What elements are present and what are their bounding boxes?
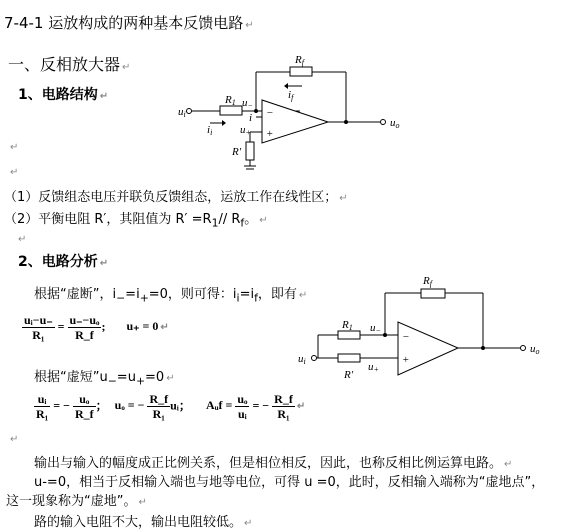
conclusion-line-1: 输出与输入的幅度成正比例关系，但是相位相反，因此，也称反相比例运算电路。 ↵: [34, 456, 513, 471]
label-uminus: u−: [370, 322, 381, 335]
minus-sign: −: [266, 107, 274, 119]
minus-sign: −: [402, 331, 410, 343]
opamp-triangle: [398, 322, 458, 375]
resistor-r1: [338, 331, 360, 339]
input-terminal: [312, 356, 317, 361]
subsection-heading-analysis: 2、电路分析 ↵: [18, 254, 109, 270]
label-r1: R1: [342, 319, 353, 332]
label-ii: ii: [207, 124, 213, 137]
label-uplus: u+: [368, 361, 379, 374]
output-terminal: [521, 346, 526, 351]
label-if: if: [288, 89, 294, 102]
input-terminal: [187, 109, 192, 114]
label-iminus: i: [249, 112, 253, 124]
label-uo: uo: [390, 117, 400, 130]
empty-paragraph: ↵: [10, 434, 19, 445]
virtual-short-text: 根据“虚短$”u_-=u_+=0$ ↵: [34, 370, 175, 388]
label-uplus: u+: [240, 124, 251, 137]
label-rf: Rf: [423, 275, 432, 288]
virtual-open-text: 根据“虚断”，$i_-=i_+=0$，则可得：$i_i=i_f$，即有 ↵: [34, 287, 308, 305]
page-title: 7-4-1 运放构成的两种基本反馈电路 ↵: [4, 14, 254, 32]
resistor-rf: [421, 289, 445, 298]
resistor-rprime: [338, 354, 360, 362]
conclusion-line-3: 这一现象称为“虚地”。 ↵: [6, 494, 147, 509]
empty-paragraph: ↵: [10, 142, 19, 153]
section-heading: 一、反相放大器 ↵: [8, 55, 131, 74]
label-rprime: R': [344, 369, 354, 381]
conclusion-line-2: u-=0，相当于反相输入端也与地等电位，可得 u =0，此时，反相输入端称为“虚地点”，: [34, 475, 545, 490]
resistor-rprime: [246, 142, 254, 160]
label-uminus: u−: [242, 97, 253, 110]
empty-paragraph: ↵: [10, 167, 19, 178]
empty-paragraph: ↵: [18, 234, 27, 245]
conclusion-line-4: 路的输入电阻不大，输出电阻较低。 ↵: [34, 515, 253, 530]
label-ui: ui: [298, 353, 306, 366]
point-2: （2）平衡电阻 R′，其阻值为 $R' =R_1//$ $R_f$。 ↵: [4, 212, 268, 230]
plus-sign: +: [266, 128, 274, 140]
point-1: （1）反馈组态电压并联负反馈组态，运放工作在线性区； ↵: [4, 190, 348, 205]
label-rf: Rf: [295, 54, 304, 67]
resistor-rf: [290, 67, 312, 76]
label-uo: uo: [530, 343, 540, 356]
label-ui: ui: [178, 106, 186, 119]
plus-sign: +: [402, 354, 410, 366]
label-r1: R1: [225, 94, 236, 107]
formula-gain-equation: $\frac{\text{uᵢ}}{\text{R₁}}$ = − $\frac{\text{uₒ}}{R\_f}$ ； uₒ = − $\frac{R\_f}{\text{R₁}}$ uᵢ； Aᵤf = $\frac{\text{uₒ}}{\text{uᵢ}}$ = − $\frac{R\_f}{\text{R₁}}$ ↵: [36, 392, 306, 421]
formula-current-equation: $\frac{\text{uᵢ−u₋}}{\text{R₁}}$ = $\frac{\text{u₋−uₒ}}{R\_f}$ ; u₊ = 0 ↵: [24, 313, 169, 342]
inverting-amplifier-circuit-2: [290, 270, 550, 385]
output-terminal: [381, 120, 386, 125]
resistor-r1: [220, 106, 242, 115]
inverting-amplifier-circuit-1: [170, 48, 410, 178]
subsection-heading-structure: 1、电路结构 ↵: [18, 87, 109, 103]
label-rprime: R': [232, 146, 242, 158]
